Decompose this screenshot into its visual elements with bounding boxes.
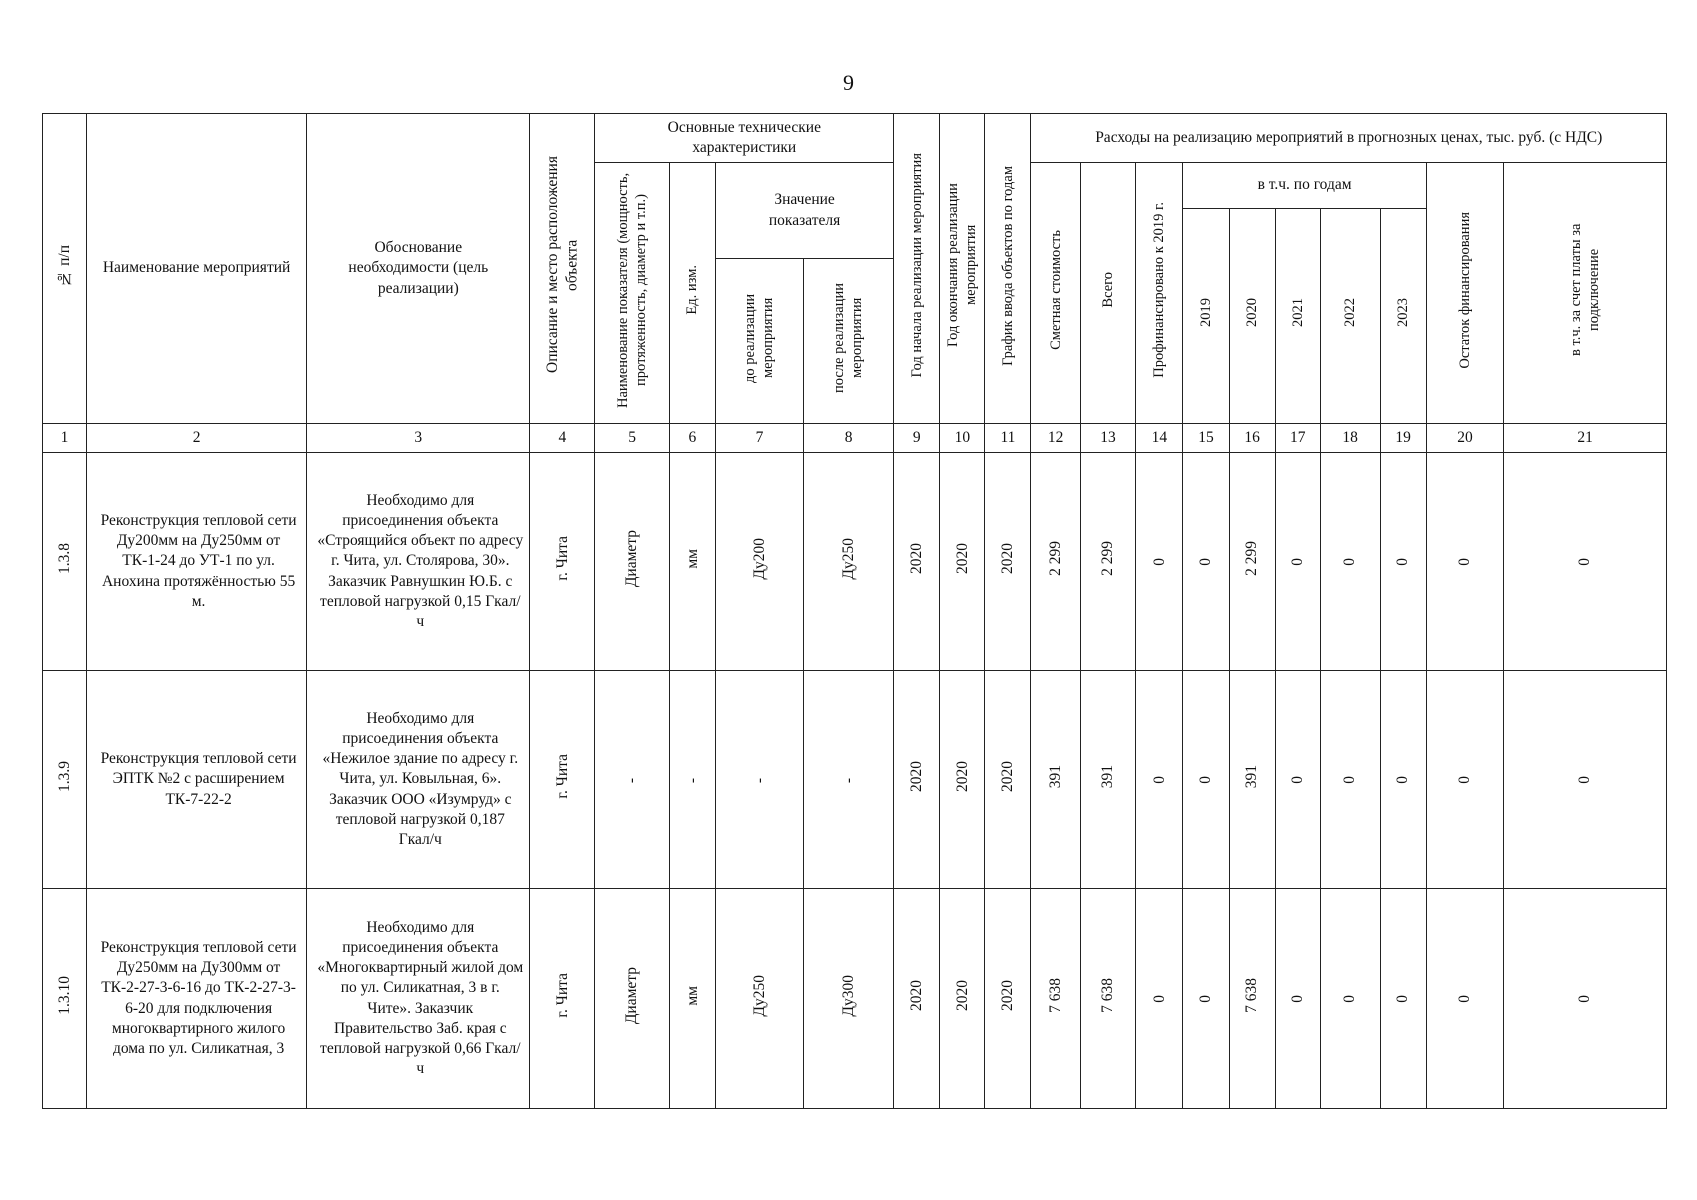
row-2020: 391	[1229, 671, 1275, 889]
column-number: 5	[595, 424, 669, 453]
row-location: г. Чита	[530, 889, 595, 1109]
row-2019: 0	[1183, 889, 1229, 1109]
row-fee: 0	[1504, 453, 1667, 671]
row-num: 1.3.8	[43, 453, 87, 671]
row-2019: 0	[1183, 671, 1229, 889]
column-number: 1	[43, 424, 87, 453]
column-number: 16	[1229, 424, 1275, 453]
row-cost: 2 299	[1031, 453, 1080, 671]
row-end-year: 2020	[940, 889, 985, 1109]
table-row	[43, 453, 1667, 671]
column-number: 4	[530, 424, 595, 453]
header-connection-fee: в т.ч. за счет платы за подключение	[1504, 163, 1667, 424]
column-number: 8	[804, 424, 894, 453]
row-remainder: 0	[1426, 889, 1504, 1109]
row-justification: Необходимо для присоединения объекта «Нежилое здание по адресу г. Чита, ул. Ковыльная, 6». Заказчик ООО «Изумруд» с тепловой нагрузкой 0,187 Гкал/ч	[307, 671, 530, 889]
column-number: 21	[1504, 424, 1667, 453]
row-name: Реконструкция тепловой сети ЭПТК №2 с расширением ТК-7-22-2	[87, 671, 307, 889]
page-number: 9	[843, 70, 854, 95]
header-estimated-cost: Сметная стоимость	[1031, 163, 1080, 424]
header-unit: Ед. изм.	[669, 163, 715, 424]
column-number: 9	[894, 424, 940, 453]
header-year-2021: 2021	[1275, 209, 1320, 424]
table-row	[43, 889, 1667, 1109]
table-row	[43, 671, 1667, 889]
row-2021: 0	[1275, 671, 1320, 889]
row-start-year: 2020	[894, 889, 940, 1109]
column-numbers-row	[43, 424, 1667, 453]
row-total: 2 299	[1080, 453, 1136, 671]
row-2022: 0	[1320, 671, 1380, 889]
row-2023: 0	[1380, 889, 1426, 1109]
header-by-years: в т.ч. по годам	[1183, 163, 1426, 209]
header-row-1	[43, 114, 1667, 163]
header-before: до реализации мероприятия	[715, 259, 803, 424]
column-number: 19	[1380, 424, 1426, 453]
row-before: Ду250	[715, 889, 803, 1109]
row-location: г. Чита	[530, 453, 595, 671]
column-number: 14	[1136, 424, 1183, 453]
row-schedule: 2020	[985, 671, 1031, 889]
row-2023: 0	[1380, 453, 1426, 671]
row-2021: 0	[1275, 453, 1320, 671]
column-number: 10	[940, 424, 985, 453]
row-2023: 0	[1380, 671, 1426, 889]
row-unit: -	[669, 671, 715, 889]
row-financed: 0	[1136, 889, 1183, 1109]
row-justification: Необходимо для присоединения объекта «Строящийся объект по адресу г. Чита, ул. Столярова, 30». Заказчик Равнушкин Ю.Б. с тепловой нагрузкой 0,15 Гкал/ч	[307, 453, 530, 671]
column-number: 6	[669, 424, 715, 453]
column-number: 3	[307, 424, 530, 453]
row-2022: 0	[1320, 889, 1380, 1109]
row-justification: Необходимо для присоединения объекта «Многоквартирный жилой дом по ул. Силикатная, 3 в г. Чите». Заказчик Правительство Заб. края с тепловой нагрузкой 0,66 Гкал/ч	[307, 889, 530, 1109]
row-indicator: -	[595, 671, 669, 889]
row-after: Ду300	[804, 889, 894, 1109]
row-remainder: 0	[1426, 453, 1504, 671]
row-2022: 0	[1320, 453, 1380, 671]
row-unit: мм	[669, 453, 715, 671]
column-number: 11	[985, 424, 1031, 453]
column-number: 17	[1275, 424, 1320, 453]
row-2019: 0	[1183, 453, 1229, 671]
row-before: Ду200	[715, 453, 803, 671]
row-location: г. Чита	[530, 671, 595, 889]
header-end-year: Год окончания реализации мероприятия	[940, 114, 985, 424]
row-start-year: 2020	[894, 671, 940, 889]
row-name: Реконструкция тепловой сети Ду250мм на Ду300мм от ТК-2-27-3-6-16 до ТК-2-27-3-6-20 для подключения многоквартирного жилого дома по ул. Силикатная, 3	[87, 889, 307, 1109]
header-year-2019: 2019	[1183, 209, 1229, 424]
row-name: Реконструкция тепловой сети Ду200мм на Ду250мм от ТК-1-24 до УТ-1 по ул. Анохина протяжённостью 55 м.	[87, 453, 307, 671]
row-total: 7 638	[1080, 889, 1136, 1109]
header-total: Всего	[1080, 163, 1136, 424]
row-2020: 2 299	[1229, 453, 1275, 671]
row-cost: 7 638	[1031, 889, 1080, 1109]
header-year-2022: 2022	[1320, 209, 1380, 424]
investment-table	[42, 113, 1667, 1109]
row-financed: 0	[1136, 453, 1183, 671]
header-remainder: Остаток финансирования	[1426, 163, 1504, 424]
row-financed: 0	[1136, 671, 1183, 889]
header-num: № п/п	[43, 114, 87, 424]
header-schedule: График ввода объектов по годам	[985, 114, 1031, 424]
header-after: после реализации мероприятия	[804, 259, 894, 424]
column-number: 15	[1183, 424, 1229, 453]
header-location: Описание и место расположения объекта	[530, 114, 595, 424]
row-before: -	[715, 671, 803, 889]
row-end-year: 2020	[940, 453, 985, 671]
row-fee: 0	[1504, 671, 1667, 889]
column-number: 2	[87, 424, 307, 453]
header-year-2023: 2023	[1380, 209, 1426, 424]
row-indicator: Диаметр	[595, 453, 669, 671]
row-remainder: 0	[1426, 671, 1504, 889]
header-indicator-name: Наименование показателя (мощность, протяженность, диаметр и т.п.)	[595, 163, 669, 424]
row-2020: 7 638	[1229, 889, 1275, 1109]
row-schedule: 2020	[985, 453, 1031, 671]
row-after: Ду250	[804, 453, 894, 671]
row-2021: 0	[1275, 889, 1320, 1109]
header-start-year: Год начала реализации мероприятия	[894, 114, 940, 424]
row-unit: мм	[669, 889, 715, 1109]
header-year-2020: 2020	[1229, 209, 1275, 424]
header-value-group: Значение показателя	[715, 163, 893, 259]
row-num: 1.3.9	[43, 671, 87, 889]
header-tech-group: Основные технические характеристики	[595, 114, 894, 163]
column-number: 18	[1320, 424, 1380, 453]
header-financed: Профинансировано к 2019 г.	[1136, 163, 1183, 424]
header-justification: Обоснование необходимости (цель реализации)	[307, 114, 530, 424]
row-indicator: Диаметр	[595, 889, 669, 1109]
row-fee: 0	[1504, 889, 1667, 1109]
row-schedule: 2020	[985, 889, 1031, 1109]
row-end-year: 2020	[940, 671, 985, 889]
row-start-year: 2020	[894, 453, 940, 671]
row-total: 391	[1080, 671, 1136, 889]
header-name: Наименование мероприятий	[87, 114, 307, 424]
column-number: 13	[1080, 424, 1136, 453]
row-num: 1.3.10	[43, 889, 87, 1109]
column-number: 20	[1426, 424, 1504, 453]
row-cost: 391	[1031, 671, 1080, 889]
column-number: 7	[715, 424, 803, 453]
header-expenses-group: Расходы на реализацию мероприятий в прогнозных ценах, тыс. руб. (с НДС)	[1031, 114, 1667, 163]
column-number: 12	[1031, 424, 1080, 453]
row-after: -	[804, 671, 894, 889]
